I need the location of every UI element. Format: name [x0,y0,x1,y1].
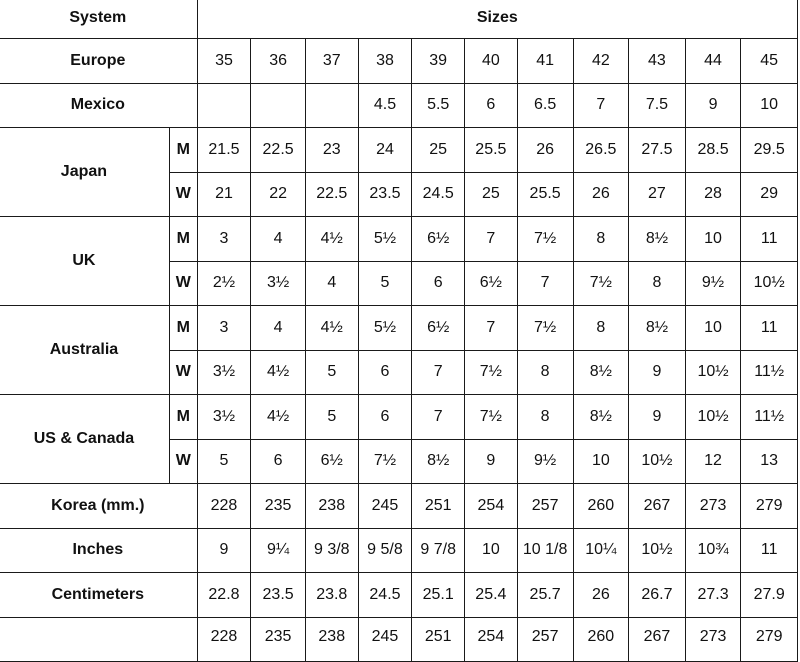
size-cell: 7½ [358,439,412,484]
size-cell: 24.5 [358,573,412,618]
size-cell: 25.4 [465,573,518,618]
size-cell: 7 [465,306,518,351]
size-cell: 25.7 [517,573,573,618]
size-cell: 7½ [573,261,629,306]
size-cell: 3 [197,217,251,262]
row-australia-m [0,306,798,351]
size-cell: 5½ [358,217,412,262]
row-inches [0,528,798,573]
size-cell: 228 [197,484,251,529]
size-cell: 42 [573,39,629,84]
size-cell: 9 3/8 [305,528,358,573]
size-cell: 257 [517,617,573,661]
size-cell: 26 [573,172,629,217]
size-cell: 8½ [629,306,686,351]
size-cell: 13 [741,439,798,484]
size-cell: 9½ [517,439,573,484]
size-cell: 4½ [305,306,358,351]
size-cell: 238 [305,617,358,661]
gender-label: M [169,217,197,262]
size-cell: 257 [517,484,573,529]
row-uk-m [0,217,798,262]
size-cell: 10 [685,306,741,351]
size-cell: 6½ [465,261,518,306]
size-cell: 24.5 [412,172,465,217]
size-cell: 11 [741,217,798,262]
size-cell: 10 [685,217,741,262]
size-cell: 7 [412,350,465,395]
size-cell: 10½ [741,261,798,306]
size-cell: 279 [741,617,798,661]
size-cell: 9¼ [251,528,306,573]
size-cell: 6 [412,261,465,306]
size-cell: 44 [685,39,741,84]
size-cell: 35 [197,39,251,84]
size-cell: 235 [251,484,306,529]
size-cell: 26.7 [629,573,686,618]
size-cell: 267 [629,484,686,529]
size-cell: 21 [197,172,251,217]
size-cell: 25 [465,172,518,217]
size-cell: 267 [629,617,686,661]
size-cell: 24 [358,128,412,173]
size-cell: 10 [465,528,518,573]
size-cell: 4½ [305,217,358,262]
size-cell: 10¾ [685,528,741,573]
system-label: Australia [0,306,169,395]
size-cell: 10 [741,83,798,128]
size-cell: 8½ [629,217,686,262]
row-korea-mm- [0,484,798,529]
size-cell: 11½ [741,350,798,395]
size-cell: 37 [305,39,358,84]
size-cell: 245 [358,617,412,661]
size-cell: 22 [251,172,306,217]
size-cell: 8 [573,217,629,262]
system-header: System [0,0,197,39]
size-cell: 245 [358,484,412,529]
size-cell: 26 [573,573,629,618]
size-cell: 7½ [465,350,518,395]
size-cell: 5 [358,261,412,306]
size-cell: 7½ [517,306,573,351]
size-cell: 9 [629,395,686,440]
system-label: Korea (mm.) [0,484,197,529]
size-cell: 23.5 [358,172,412,217]
size-cell: 10¼ [573,528,629,573]
size-cell: 43 [629,39,686,84]
size-cell: 6½ [412,217,465,262]
size-cell: 4½ [251,350,306,395]
size-cell: 22.5 [305,172,358,217]
row-japan-m [0,128,798,173]
size-cell: 27.3 [685,573,741,618]
size-cell: 8½ [573,350,629,395]
system-label: Inches [0,528,197,573]
size-cell: 5½ [358,306,412,351]
row-us-canada-m [0,395,798,440]
size-cell: 6½ [305,439,358,484]
system-label: Europe [0,39,197,84]
size-cell: 9 7/8 [412,528,465,573]
size-cell: 12 [685,439,741,484]
size-cell: 254 [465,484,518,529]
size-cell: 7.5 [629,83,686,128]
size-cell: 3½ [197,395,251,440]
row-centimeters [0,573,798,618]
size-cell: 11 [741,528,798,573]
size-cell: 10 [573,439,629,484]
size-cell: 9½ [685,261,741,306]
size-cell: 251 [412,617,465,661]
row-partial [0,617,798,661]
gender-label: W [169,439,197,484]
size-cell: 9 [465,439,518,484]
system-label: US & Canada [0,395,169,484]
size-cell: 4½ [251,395,306,440]
size-cell: 10½ [629,528,686,573]
size-cell: 10½ [685,395,741,440]
size-cell: 8 [573,306,629,351]
gender-label: M [169,395,197,440]
size-cell: 5.5 [412,83,465,128]
size-cell: 235 [251,617,306,661]
size-cell: 5 [197,439,251,484]
system-label: Centimeters [0,573,197,618]
size-cell: 27.5 [629,128,686,173]
size-cell: 279 [741,484,798,529]
size-cell: 251 [412,484,465,529]
gender-label: W [169,261,197,306]
system-label: Mexico [0,83,197,128]
size-cell: 27.9 [741,573,798,618]
system-label: UK [0,217,169,306]
size-cell: 41 [517,39,573,84]
size-cell: 5 [305,350,358,395]
size-cell: 6 [465,83,518,128]
size-cell: 22.5 [251,128,306,173]
size-cell: 7 [465,217,518,262]
size-cell [197,83,251,128]
size-cell: 10 1/8 [517,528,573,573]
size-cell: 25.1 [412,573,465,618]
size-cell [251,83,306,128]
size-cell: 3½ [251,261,306,306]
size-cell: 7½ [465,395,518,440]
system-label: Japan [0,128,169,217]
size-cell: 273 [685,484,741,529]
size-cell: 228 [197,617,251,661]
size-cell: 25 [412,128,465,173]
size-cell: 9 5/8 [358,528,412,573]
gender-label: W [169,350,197,395]
size-cell: 10½ [629,439,686,484]
sizes-header: Sizes [197,0,797,39]
size-cell: 10½ [685,350,741,395]
size-cell: 36 [251,39,306,84]
size-cell: 11 [741,306,798,351]
size-cell: 260 [573,484,629,529]
row-mexico [0,83,798,128]
header-row [0,0,798,39]
size-cell: 8 [517,395,573,440]
size-cell: 6 [358,395,412,440]
size-cell: 2½ [197,261,251,306]
size-cell: 9 [629,350,686,395]
size-cell: 9 [685,83,741,128]
size-cell: 3½ [197,350,251,395]
size-cell: 9 [197,528,251,573]
size-cell: 260 [573,617,629,661]
size-cell: 8½ [412,439,465,484]
size-cell: 45 [741,39,798,84]
size-cell: 8 [517,350,573,395]
size-cell: 5 [305,395,358,440]
size-cell: 25.5 [465,128,518,173]
size-cell: 8 [629,261,686,306]
size-cell: 3 [197,306,251,351]
size-cell: 22.8 [197,573,251,618]
size-cell: 4 [251,306,306,351]
size-cell: 7 [573,83,629,128]
row-europe [0,39,798,84]
size-cell: 23.5 [251,573,306,618]
gender-label: M [169,306,197,351]
size-cell: 238 [305,484,358,529]
size-cell: 11½ [741,395,798,440]
size-cell: 29 [741,172,798,217]
size-cell: 6½ [412,306,465,351]
size-cell: 4 [251,217,306,262]
size-cell: 4 [305,261,358,306]
size-cell [305,83,358,128]
size-cell: 6 [358,350,412,395]
size-cell: 26 [517,128,573,173]
size-cell: 6 [251,439,306,484]
size-cell: 4.5 [358,83,412,128]
size-cell: 7 [412,395,465,440]
gender-label: W [169,172,197,217]
size-cell: 254 [465,617,518,661]
size-cell: 26.5 [573,128,629,173]
gender-label: M [169,128,197,173]
size-cell: 38 [358,39,412,84]
size-cell: 27 [629,172,686,217]
size-cell: 29.5 [741,128,798,173]
size-cell: 39 [412,39,465,84]
size-cell: 6.5 [517,83,573,128]
size-cell: 23 [305,128,358,173]
size-cell: 23.8 [305,573,358,618]
size-cell: 21.5 [197,128,251,173]
size-cell: 7 [517,261,573,306]
size-cell: 8½ [573,395,629,440]
size-cell: 25.5 [517,172,573,217]
system-label [0,617,197,661]
size-cell: 40 [465,39,518,84]
size-cell: 273 [685,617,741,661]
size-cell: 28 [685,172,741,217]
size-cell: 28.5 [685,128,741,173]
size-cell: 7½ [517,217,573,262]
